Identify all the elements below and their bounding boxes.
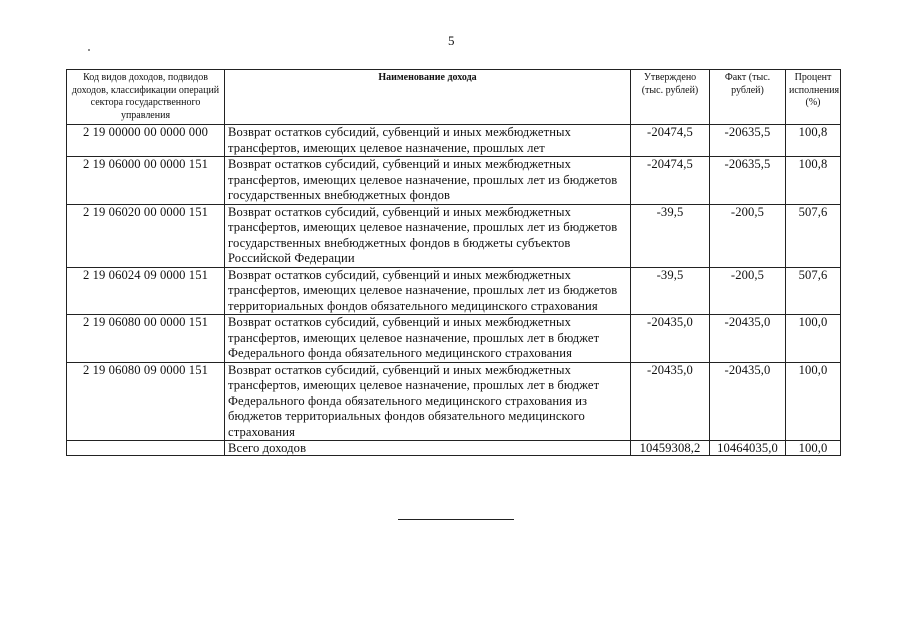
row-name: Возврат остатков субсидий, субвенций и иных межбюджетных трансфертов, имеющих целевое назначение, прошлых лет в бюджет Федерального фонда обязательного медицинского страхования из бюджетов территориальных фондов обязательного медицинского страхования	[225, 362, 631, 441]
row-name: Возврат остатков субсидий, субвенций и иных межбюджетных трансфертов, имеющих целевое назначение, прошлых лет в бюджет Федерального фонда обязательного медицинского страхования	[225, 315, 631, 363]
row-actual: -20635,5	[710, 157, 786, 205]
row-percent: 100,8	[786, 125, 841, 157]
row-code: 2 19 06080 09 0000 151	[67, 362, 225, 441]
row-approved: -20474,5	[631, 157, 710, 205]
row-actual: -200,5	[710, 267, 786, 315]
total-percent: 100,0	[786, 441, 841, 456]
header-actual: Факт (тыс. рублей)	[710, 70, 786, 125]
row-name: Возврат остатков субсидий, субвенций и иных межбюджетных трансфертов, имеющих целевое назначение, прошлых лет из бюджетов территориальных фондов обязательного медицинского страхования	[225, 267, 631, 315]
table-row	[67, 267, 841, 315]
row-approved: -39,5	[631, 204, 710, 267]
revenue-table	[66, 69, 841, 456]
row-actual: -20635,5	[710, 125, 786, 157]
row-percent: 100,0	[786, 315, 841, 363]
row-approved: -39,5	[631, 267, 710, 315]
total-label: Всего доходов	[225, 441, 631, 456]
table-row	[67, 125, 841, 157]
row-percent: 100,0	[786, 362, 841, 441]
page-number: 5	[448, 33, 455, 48]
header-code: Код видов доходов, подвидов доходов, классификации операций сектора государственного управления	[67, 70, 225, 125]
header-percent: Процент исполнения (%)	[786, 70, 841, 125]
table-row	[67, 315, 841, 363]
row-code: 2 19 06080 00 0000 151	[67, 315, 225, 363]
row-approved: -20435,0	[631, 315, 710, 363]
row-percent: 100,8	[786, 157, 841, 205]
row-name: Возврат остатков субсидий, субвенций и иных межбюджетных трансфертов, имеющих целевое назначение, прошлых лет из бюджетов государственных внебюджетных фондов в бюджеты субъектов Российской Федерации	[225, 204, 631, 267]
row-actual: -20435,0	[710, 362, 786, 441]
scan-speck	[88, 49, 90, 51]
row-code: 2 19 06020 00 0000 151	[67, 204, 225, 267]
table-row	[67, 157, 841, 205]
total-approved: 10459308,2	[631, 441, 710, 456]
footer-divider	[398, 519, 514, 520]
total-row	[67, 441, 841, 456]
table-row	[67, 204, 841, 267]
row-name: Возврат остатков субсидий, субвенций и иных межбюджетных трансфертов, имеющих целевое назначение, прошлых лет из бюджетов государственных внебюджетных фондов	[225, 157, 631, 205]
table-row	[67, 362, 841, 441]
row-percent: 507,6	[786, 267, 841, 315]
row-actual: -200,5	[710, 204, 786, 267]
table-header-row	[67, 70, 841, 125]
header-approved: Утверждено (тыс. рублей)	[631, 70, 710, 125]
total-code	[67, 441, 225, 456]
row-code: 2 19 06000 00 0000 151	[67, 157, 225, 205]
total-actual: 10464035,0	[710, 441, 786, 456]
row-approved: -20435,0	[631, 362, 710, 441]
row-code: 2 19 06024 09 0000 151	[67, 267, 225, 315]
row-name: Возврат остатков субсидий, субвенций и иных межбюджетных трансфертов, имеющих целевое назначение, прошлых лет	[225, 125, 631, 157]
row-code: 2 19 00000 00 0000 000	[67, 125, 225, 157]
row-percent: 507,6	[786, 204, 841, 267]
row-approved: -20474,5	[631, 125, 710, 157]
header-name: Наименование дохода	[225, 70, 631, 125]
row-actual: -20435,0	[710, 315, 786, 363]
